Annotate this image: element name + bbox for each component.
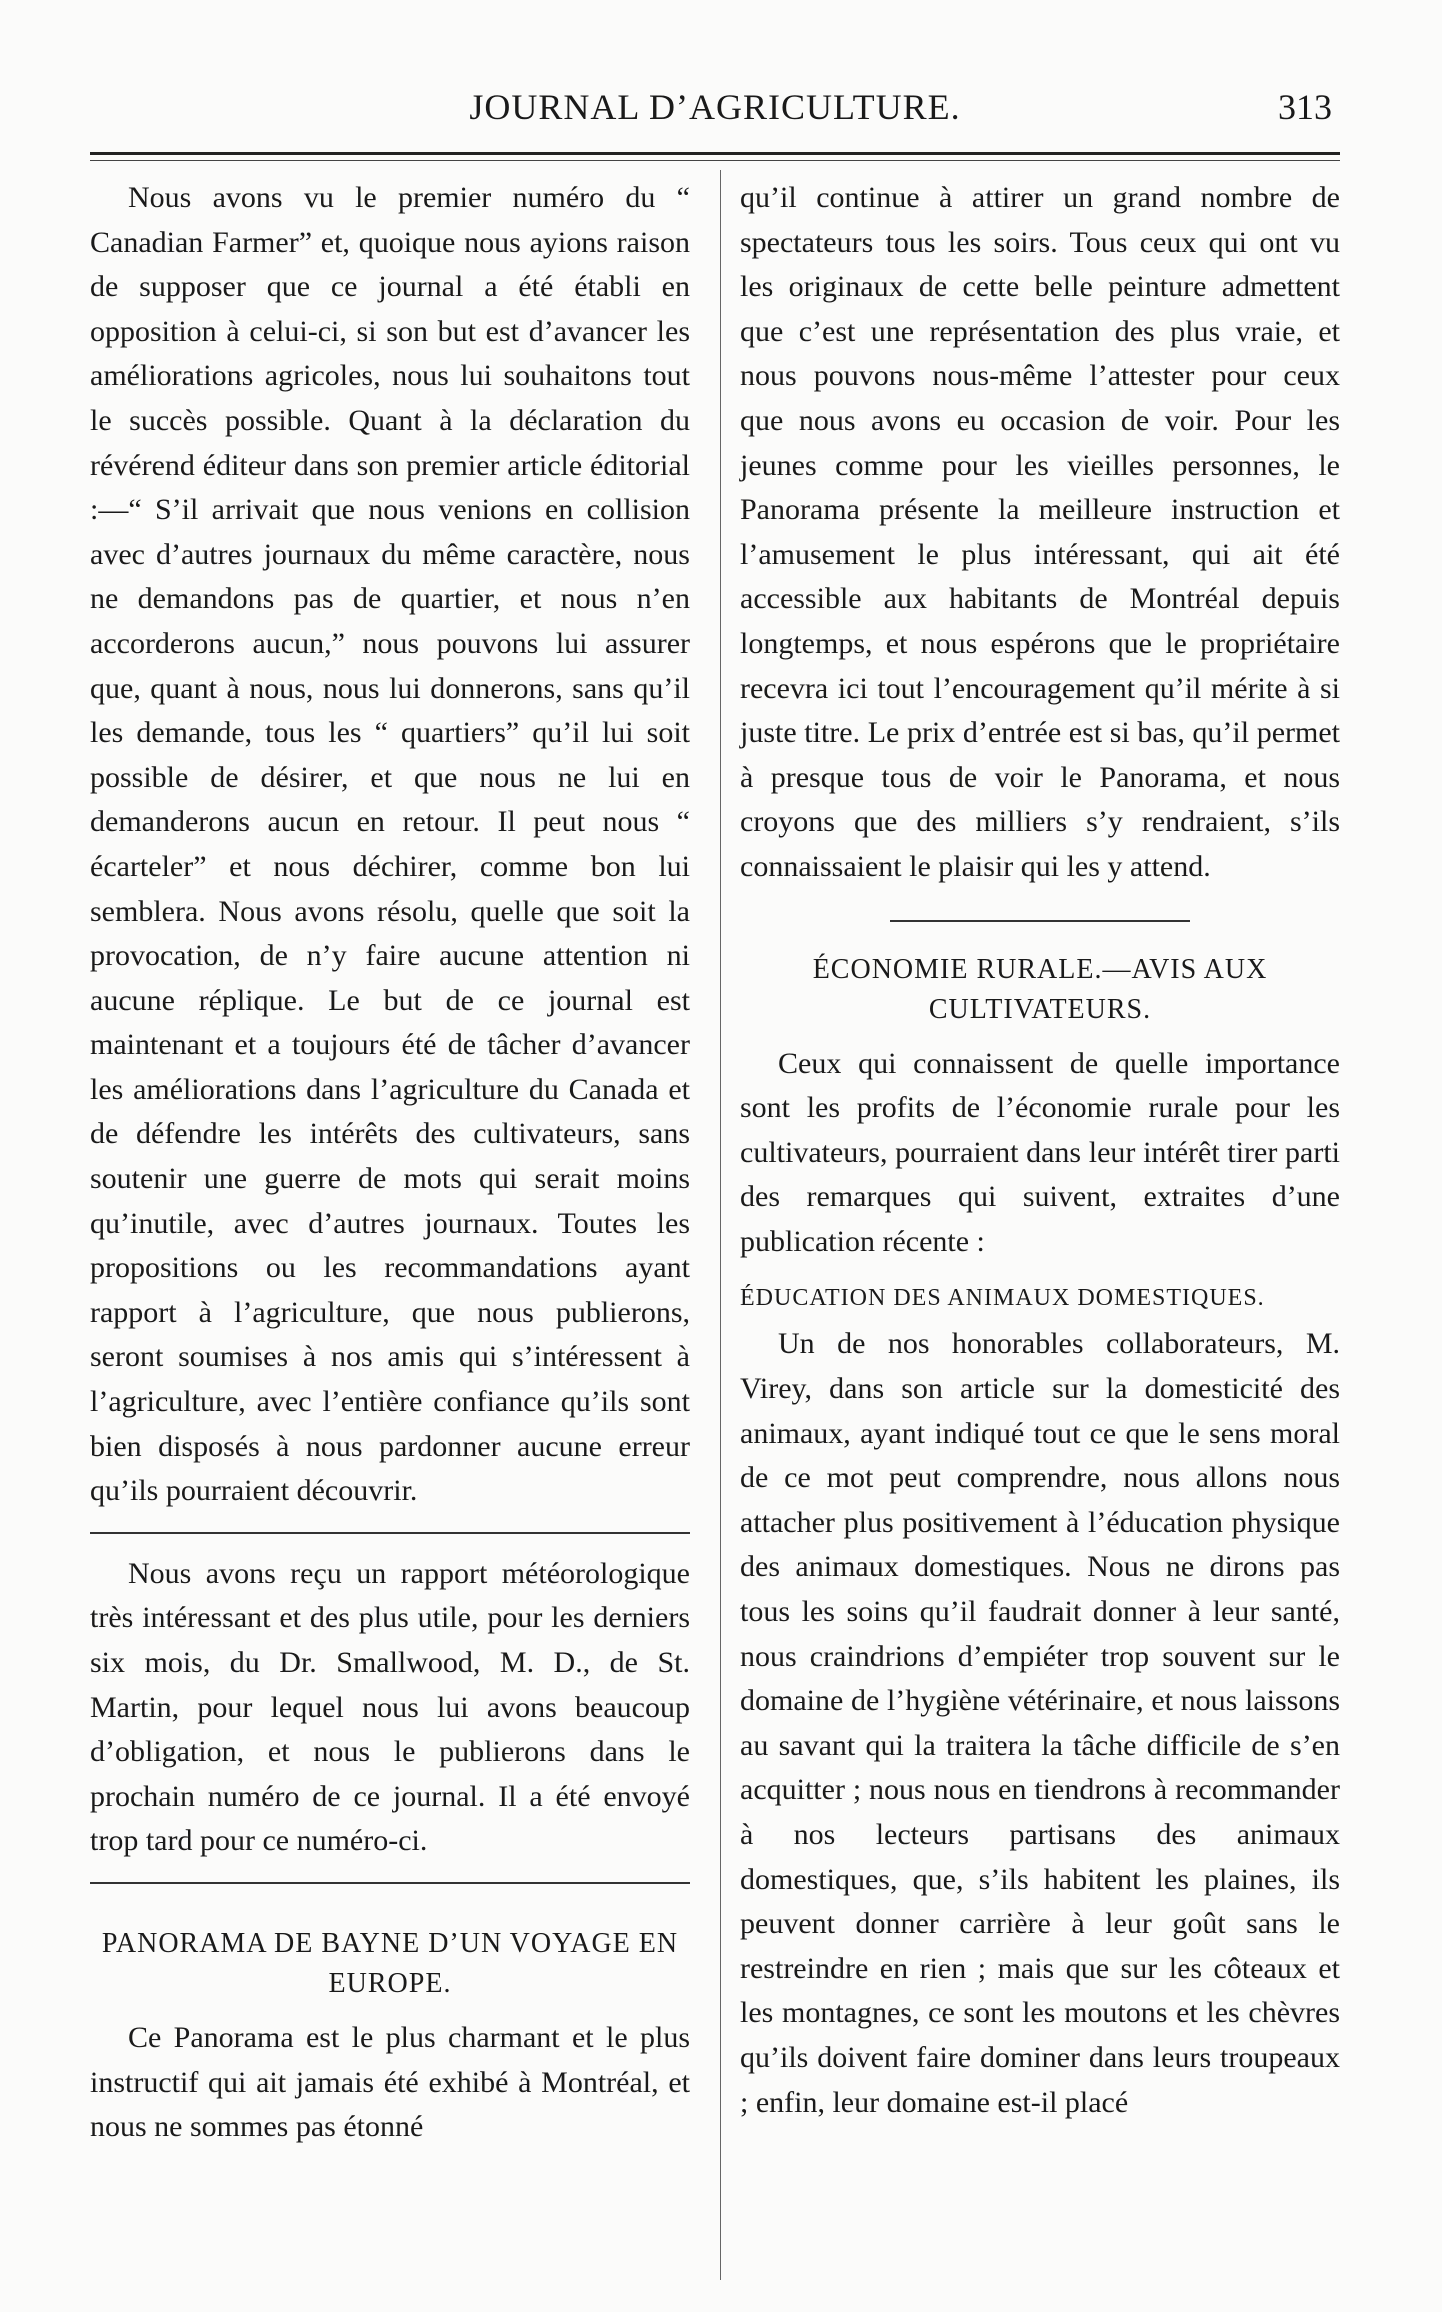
right-column <box>740 176 1340 2125</box>
header-rule <box>90 152 1340 155</box>
economie-rurale-heading: ÉCONOMIE RURALE.—AVIS AUX CULTIVATEURS. <box>812 953 1268 1025</box>
article-meteorological-report: Nous avons reçu un rapport météorologique très intéressant et des plus utile, pour les derniers six mois, du Dr. Smallwood, M. D., de St. Martin, pour lequel nous lui avons beaucoup d’obligation, et nous le publierons dans le prochain numéro de ce journal. Il a été envoyé trop tard pour ce numéro-ci. <box>90 1556 690 1858</box>
section-rule <box>890 920 1190 922</box>
article-canadian-farmer: Nous avons vu le premier numéro du “ Canadian Farmer” et, quoique nous ayions raison de supposer que ce journal a été établi en opposition à celui-ci, si son but est d’avancer les améliorations agricoles, nous lui souhaitons tout le succès possible. Quant à la déclaration du révérend éditeur dans son premier article éditorial :—“ S’il arrivait que nous venions en collision avec d’autres journaux du même caractère, nous ne demandons pas de quartier, et nous n’en accorderons aucun,” nous pouvons lui assurer que, quant à nous, nous lui donnerons, sans qu’il les demande, tous les “ quartiers” qu’il lui soit possible de désirer, et que nous ne lui en demanderons aucun en retour. Il peut nous “ écarteler” et nous déchirer, comme bon lui semblera. Nous avons résolu, quelle que soit la provocation, de n’y faire aucune attention ni aucune réplique. Le but de ce journal est maintenant et a toujours été de tâcher d’avancer les améliorations dans l’agriculture du Canada et de défendre les intérêts des cultivateurs, sans soutenir une guerre de mots qui serait moins qu’inutile, avec d’autres journaux. Toutes les propositions ou les recommandations ayant rapport à l’agriculture, que nous publierons, seront soumises à nos amis qui s’intéressent à l’agriculture, avec l’entière confiance qu’ils sont bien disposés à nous pardonner aucune erreur qu’ils pourraient découvrir. <box>90 181 690 1508</box>
left-column <box>90 176 690 2150</box>
running-title: JOURNAL D’AGRICULTURE. <box>469 87 961 127</box>
page-number: 313 <box>1278 87 1332 127</box>
article-panorama-continued: qu’il continue à attirer un grand nombre de spectateurs tous les soirs. Tous ceux qui ont vu les originaux de cette belle peinture admettent que c’est une représentation des plus vraie, et nous pouvons nous-même l’attester pour ceux que nous avons eu occasion de voir. Pour les jeunes comme pour les vieilles personnes, le Panorama présente la meilleure instruction et l’amusement le plus intéressant, qui ait été accessible aux habitants de Montréal depuis longtemps, et nous espérons que le propriétaire recevra ici tout l’encouragement qu’il mérite à si juste titre. Le prix d’entrée est si bas, qu’il permet à presque tous de voir le Panorama, et nous croyons que des milliers s’y rendraient, s’ils connaissaient le plaisir qui les y attend. <box>740 181 1340 883</box>
education-subheading: ÉDUCATION DES ANIMAUX DOMESTIQUES. <box>740 1285 1265 1312</box>
section-rule <box>90 1882 690 1884</box>
article-panorama: Ce Panorama est le plus charmant et le plus instructif qui ait jamais été exhibé à Montréal, et nous ne sommes pas étonné <box>90 2020 690 2144</box>
page-header <box>90 86 1340 142</box>
column-divider <box>720 170 721 2280</box>
panorama-heading: PANORAMA DE BAYNE D’UN VOYAGE EN EUROPE. <box>101 1927 679 1999</box>
section-rule <box>90 1532 690 1534</box>
article-economie-rurale-intro: Ceux qui connaissent de quelle importance sont les profits de l’économie rurale pour les cultivateurs, pourraient dans leur intérêt tirer parti des remarques qui suivent, extraites d’une publication récente : <box>740 1046 1340 1258</box>
header-rule-thin <box>90 160 1340 161</box>
article-education-animaux: Un de nos honorables collaborateurs, M. Virey, dans son article sur la domesticité des animaux, ayant indiqué tout ce que le sens moral de ce mot peut comprendre, nous allons nous attacher plus positivement à l’éducation physique des animaux domestiques. Nous ne dirons pas tous les soins qu’il faudrait donner à leur santé, nous craindrions d’empiéter trop souvent sur le domaine de l’hygiène vétérinaire, et nous laissons au savant qui la traitera la tâche difficile de s’en acquitter ; nous nous en tiendrons à recommander à nos lecteurs partisans des animaux domestiques, que, s’ils habitent les plaines, ils peuvent donner carrière à leur goût sans le restreindre en rien ; mais que sur les côteaux et les montagnes, ce sont les moutons et les chèvres qu’ils doivent faire dominer dans leurs troupeaux ; enfin, leur domaine est-il placé <box>740 1327 1340 2119</box>
